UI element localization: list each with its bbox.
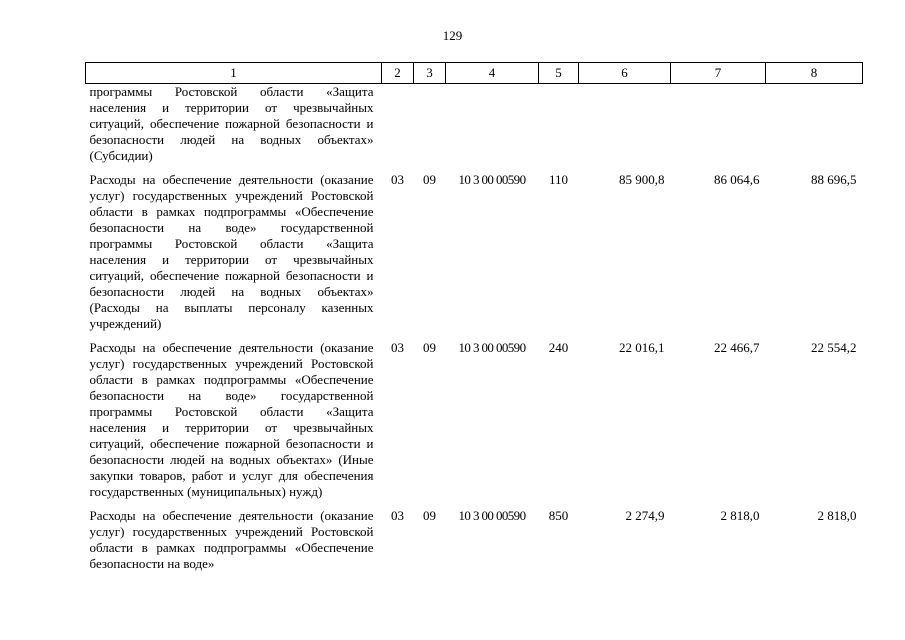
table-row <box>86 500 863 572</box>
header-cell-3: 3 <box>414 63 446 84</box>
header-cell-7: 7 <box>671 63 766 84</box>
row-amount-year-1 <box>579 84 671 165</box>
row-amount-year-2: 2 818,0 <box>720 508 760 523</box>
header-cell-5: 5 <box>539 63 579 84</box>
row-target-item <box>446 84 539 165</box>
row-expense-type <box>539 84 579 165</box>
row-amount-year-1: 2 274,9 <box>625 508 665 523</box>
row-section: 03 <box>391 172 404 187</box>
row-section: 03 <box>391 340 404 355</box>
row-description: программы Ростовской области «Защита населения и территории от чрезвычайных ситуаций, обеспечение пожарной безопасности и безопасности людей на водных объектах» (Субсидии) <box>89 84 374 163</box>
row-subsection: 09 <box>423 340 436 355</box>
header-cell-2: 2 <box>382 63 414 84</box>
row-expense-type: 240 <box>548 340 569 355</box>
row-subsection: 09 <box>423 172 436 187</box>
row-amount-year-3: 88 696,5 <box>811 172 857 187</box>
row-section: 03 <box>391 508 404 523</box>
row-section <box>382 84 414 165</box>
row-description: Расходы на обеспечение деятельности (оказание услуг) государственных учреждений Ростовской области в рамках подпрограммы «Обеспечение безопасности на воде» <box>89 508 374 571</box>
header-cell-6: 6 <box>579 63 671 84</box>
row-amount-year-3 <box>766 84 863 165</box>
row-amount-year-2: 22 466,7 <box>714 340 760 355</box>
table-row <box>86 84 863 165</box>
row-target-item: 10 3 00 00590 <box>458 172 526 187</box>
row-amount-year-1: 85 900,8 <box>619 172 665 187</box>
row-target-item: 10 3 00 00590 <box>458 340 526 355</box>
row-amount-year-2: 86 064,6 <box>714 172 760 187</box>
header-cell-4: 4 <box>446 63 539 84</box>
header-cell-1: 1 <box>86 63 382 84</box>
table-row <box>86 332 863 500</box>
row-amount-year-3: 2 818,0 <box>817 508 857 523</box>
row-amount-year-3: 22 554,2 <box>811 340 857 355</box>
table-row <box>86 164 863 332</box>
row-amount-year-2 <box>671 84 766 165</box>
row-description: Расходы на обеспечение деятельности (оказание услуг) государственных учреждений Ростовской области в рамках подпрограммы «Обеспечение безопасности на воде» государственной программы Ростовской области «Защита населения и территории от чрезвычайных ситуаций, обеспечение пожарной безопасности и безопасности людей на водных объектах» (Расходы на выплаты персоналу казенных учреждений) <box>89 172 374 331</box>
row-subsection: 09 <box>423 508 436 523</box>
budget-table <box>85 62 863 572</box>
row-target-item: 10 3 00 00590 <box>458 508 526 523</box>
row-subsection <box>414 84 446 165</box>
table-header-row <box>86 63 863 84</box>
row-expense-type: 850 <box>548 508 569 523</box>
page-number: 129 <box>442 28 463 43</box>
row-amount-year-1: 22 016,1 <box>619 340 665 355</box>
row-expense-type: 110 <box>548 172 569 187</box>
header-cell-8: 8 <box>766 63 863 84</box>
row-description: Расходы на обеспечение деятельности (оказание услуг) государственных учреждений Ростовской области в рамках подпрограммы «Обеспечение безопасности на воде» государственной программы Ростовской области «Защита населения и территории от чрезвычайных ситуаций, обеспечение пожарной безопасности и безопасности людей на водных объектах» (Иные закупки товаров, работ и услуг для обеспечения государственных (муниципальных) нужд) <box>89 340 374 499</box>
